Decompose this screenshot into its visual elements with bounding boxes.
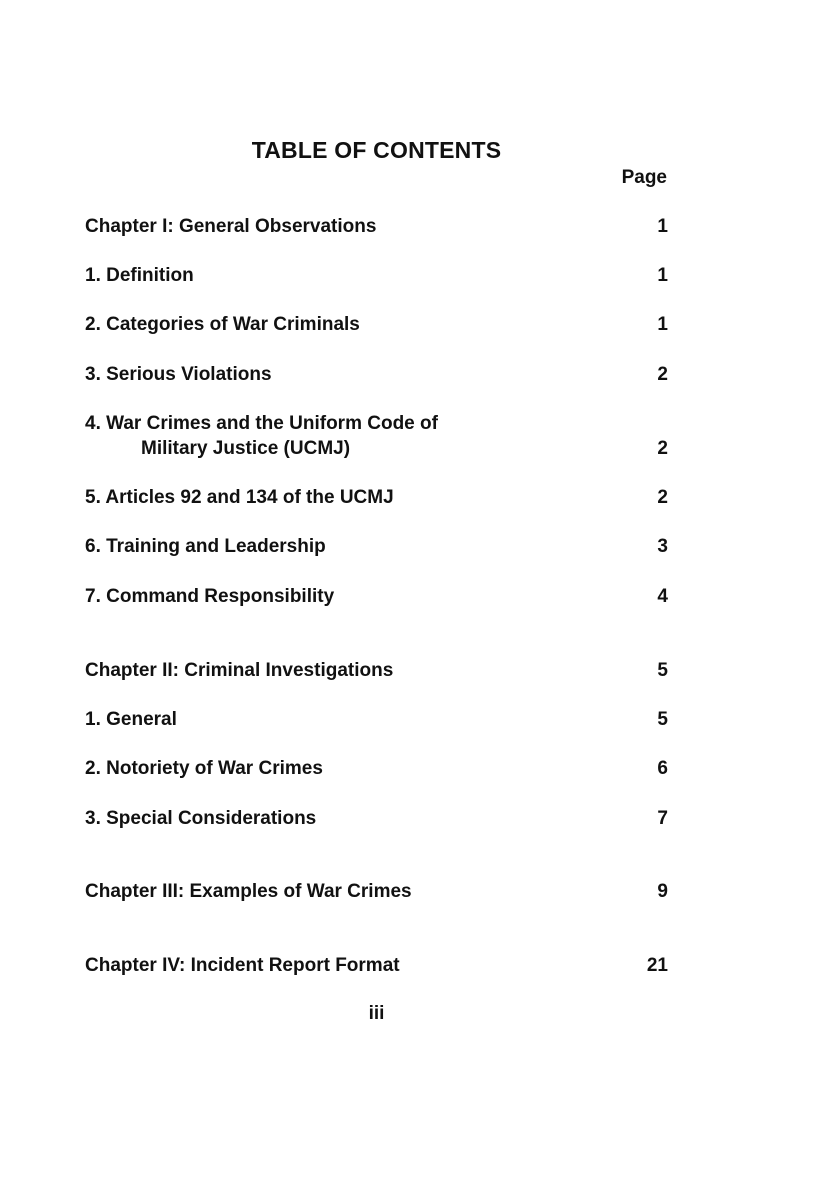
toc-entry-page: 9: [657, 881, 668, 902]
toc-entry-page: 5: [657, 709, 668, 730]
toc-entry-definition: [85, 263, 668, 288]
toc-entry-chapter-3: [85, 879, 668, 904]
toc-entry-notoriety: [85, 756, 668, 781]
toc-entry-training: [85, 534, 668, 559]
toc-entry-page: 1: [657, 314, 668, 335]
toc-entry-label: 5. Articles 92 and 134 of the UCMJ: [85, 487, 394, 508]
toc-entry-label: 2. Notoriety of War Crimes: [85, 758, 323, 779]
toc-entry-special-considerations: [85, 806, 668, 831]
toc-entry-label: 3. Serious Violations: [85, 364, 272, 385]
toc-entry-categories: [85, 312, 668, 337]
toc-entry-page: 6: [657, 758, 668, 779]
toc-entry-page: 2: [657, 364, 668, 385]
toc-entry-chapter-1: [85, 214, 668, 239]
toc-entry-label: Chapter III: Examples of War Crimes: [85, 881, 412, 902]
toc-entry-page: 7: [657, 808, 668, 829]
toc-entry-label: Chapter II: Criminal Investigations: [85, 660, 394, 681]
toc-entry-label: 3. Special Considerations: [85, 808, 317, 829]
toc-entry-label: 6. Training and Leadership: [85, 536, 326, 557]
toc-entry-page: 1: [657, 216, 668, 237]
toc-entry-page: 21: [646, 955, 668, 976]
toc-entry-war-crimes-ucmj: [85, 411, 668, 461]
toc-entry-label: Chapter I: General Observations: [85, 216, 377, 237]
toc-title: TABLE OF CONTENTS: [251, 137, 502, 163]
toc-entry-articles: [85, 485, 668, 510]
toc-entry-label: Chapter IV: Incident Report Format: [85, 955, 400, 976]
toc-entry-label: 1. Definition: [85, 265, 194, 286]
toc-entry-label: [85, 411, 668, 461]
toc-entry-page: 1: [657, 265, 668, 286]
toc-entry-page: 4: [657, 586, 668, 607]
toc-entry-label-line2: Military Justice (UCMJ): [141, 438, 351, 459]
toc-entry-page: 2: [657, 487, 668, 508]
toc-entry-label: 1. General: [85, 709, 177, 730]
toc-entry-command-responsibility: [85, 584, 668, 609]
toc-entry-label: 2. Categories of War Criminals: [85, 314, 360, 335]
toc-entry-page: 3: [657, 536, 668, 557]
toc-entry-chapter-2: [85, 658, 668, 683]
toc-entry-chapter-4: [85, 953, 668, 978]
toc-entry-label: 7. Command Responsibility: [85, 586, 335, 607]
toc-entry-page: 5: [657, 660, 668, 681]
page-number: iii: [368, 1003, 385, 1024]
toc-entry-serious-violations: [85, 362, 668, 387]
page-column-header: Page: [621, 167, 667, 188]
toc-entry-label-line1: 4. War Crimes and the Uniform Code of: [85, 413, 438, 434]
toc-entry-general: [85, 707, 668, 732]
toc-entry-page: 2: [657, 438, 668, 459]
